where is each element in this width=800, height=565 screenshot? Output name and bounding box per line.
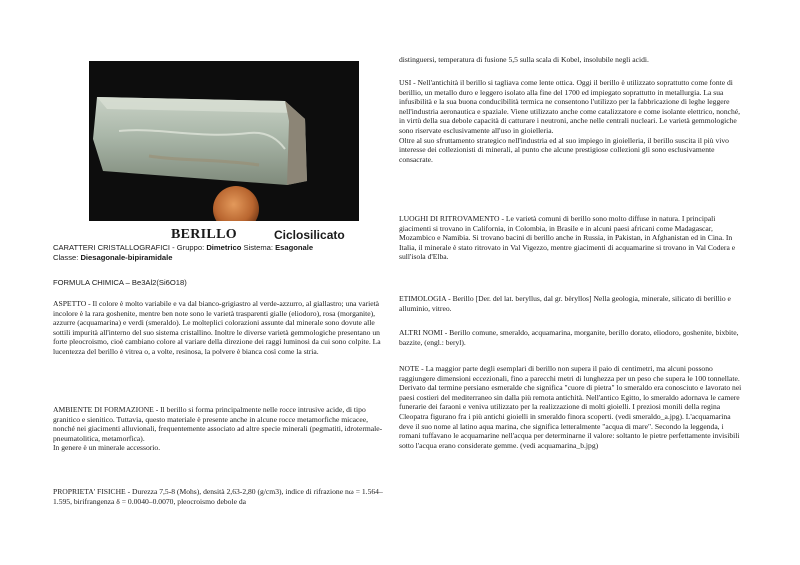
page-title <box>53 227 391 243</box>
ambiente-note: In genere è un minerale accessorio. <box>53 443 161 453</box>
note-text-2: Derivato dal termine persiano esmeralde che significa "cuore di pietra" lo smeraldo era conosciuto e lavorato nei paesi costieri del mediterraneo sin dalla più remota antichità. Nell'antico Egitto, lo smeraldo adornava le camere funerarie dei faraoni e veniva utilizzato per la realizzazione di molti gioielli. I preziosi monili della regina Cleopatra figurano fra i più antichi gioielli in smeraldo finora scoperti. (vedi smeraldo_a.jpg). L'acquamarina deve il suo nome al latino aqua marina, che significa letteralmente "acqua di mare". Secondo la leggenda, i romani tuffavano le acquamarine nell'acqua per determinarne il valore: soltanto le pietre perfettamente invisibili sotto l'acqua erano considerate gemme. (vedi acquamarina_b.jpg) <box>399 383 742 450</box>
section-usi <box>399 78 742 164</box>
cristallografici-label: CARATTERI CRISTALLOGRAFICI - Gruppo: <box>53 243 207 252</box>
formula-label: FORMULA CHIMICA – <box>53 278 132 287</box>
mineral-photo <box>89 61 359 221</box>
usi-text: USI - Nell'antichità il berillo si tagliava come lente ottica. Oggi il berillo è utilizzato soprattutto come fonte di berillio, un metallo duro e leggero isolato alla fine del 1700 ed impiegato soprattutto in metallurgia. La sua infusibilità e la sua buona conducibilità termica ne consentono l'utilizzo per la fabbricazione di leghe leggere nell'industria aeronautica e spaziale. Viene utilizzato anche come catalizzatore e come isolante elettrico, nonché, in virtù della sua debole capacità di catturare i neutroni, anche nelle centrali nucleari. Le varietà gemmologiche sono riservate esclusivamente all'uso in gioielleria. <box>399 78 741 135</box>
mineral-name: BERILLO <box>171 227 237 242</box>
section-note <box>399 364 742 450</box>
proprieta-fisiche-continued: distinguersi, temperatura di fusione 5,5 sulla scala di Kobel, insolubile negli acidi. <box>399 55 649 64</box>
section-ambiente-di-formazione <box>53 405 391 453</box>
section-aspetto: ASPETTO - Il colore è molto variabile e va dal bianco-grigiastro al verde-azzurro, al giallastro; una varietà incolore è la rara goshenite, mentre ben note sono le varietà trasparenti gialle (eliodoro), rosa (morganite), azzurre (acquamarina) e verdi (smeraldo). Le molteplici colorazioni assunte dal minerale sono dovute alle sottili impurità all'interno del suo sistema cristallino. Inoltre le diverse varietà gemmologiche presentano un forte pleocroismo, cioè cambiano colore al variare della direzione dei raggi luminosi da cui sono colpite. La lucentezza del berillo è vitrea o, a volte, resinosa, la polvere è bianca così come la stria. <box>53 299 381 356</box>
classe-value: Diesagonale-bipiramidale <box>80 252 173 262</box>
note-text: NOTE - La maggior parte degli esemplari di berillo non supera il paio di centimetri, ma alcuni possono raggiungere dimensioni eccezionali, fino a parecchi metri di lunghezza per un peso che supera le 100 tonnellate. <box>399 364 740 383</box>
beryl-specimen-image <box>89 61 359 221</box>
classe-label: Classe: <box>53 252 81 262</box>
section-etimologia: ETIMOLOGIA - Berillo [Der. del lat. beryllus, dal gr. bèryllos] Nella geologia, minerale, silicato di berillio e alluminio, vitreo. <box>399 294 731 313</box>
section-formula-chimica <box>53 278 391 288</box>
section-caratteri-cristallografici <box>53 243 391 262</box>
section-proprieta-fisiche: PROPRIETA' FISICHE - Durezza 7,5-8 (Mohs), densità 2,63-2,80 (g/cm3), indice di rifrazione nω = 1.564–1.595, birifrangenza δ = 0.0040–0.0070, pleocroismo debole da <box>53 487 383 506</box>
section-altri-nomi: ALTRI NOMI - Berillo comune, smeraldo, acquamarina, morganite, berillo dorato, eliodoro, goshenite, bixbite, bazzite, (engl.: beryl). <box>399 328 739 347</box>
mineral-class: Ciclosilicato <box>274 228 345 242</box>
gruppo-value: Dimetrico <box>206 243 242 252</box>
section-luoghi-di-ritrovamento: LUOGHI DI RITROVAMENTO - Le varietà comuni di berillo sono molto diffuse in natura. I principali giacimenti si trovano in California, in Colombia, in Brasile e in alcuni paesi africani come Madagascar, Mozambico e Namibia. Si trovano bacini di berillo anche in Russia, in Pakistan, in Afghanistan ed in Cina. In Italia, il minerale è stato ritrovato in Val Vigezzo, mentre giacimenti di acquamarine si trovano in Val Codera e sull'isola d'Elba. <box>399 214 736 262</box>
sistema-value: Esagonale <box>275 243 314 252</box>
sistema-label: Sistema: <box>241 243 276 252</box>
formula-value: Be3Al2(Si6O18) <box>131 278 187 287</box>
ambiente-text: AMBIENTE DI FORMAZIONE - Il berillo si forma principalmente nelle rocce intrusive acide, di tipo granitico e sienitico. Tuttavia, questo materiale è presente anche in alcune rocce metamorfiche micacee, nonché nei giacimenti alluvionali, frequentemente associato ad altre specie minerali (pegmatiti, idrotermale-pneumatolitica, metamorfica). <box>53 405 383 443</box>
usi-text-2: Oltre al suo sfruttamento strategico nell'industria ed al suo impiego in gioielleria, il berillo suscita il più vivo interesse dei collezionisti di minerali, al punto che alcune prestigiose collezioni gli sono esclusivamente consacrate. <box>399 135 729 164</box>
